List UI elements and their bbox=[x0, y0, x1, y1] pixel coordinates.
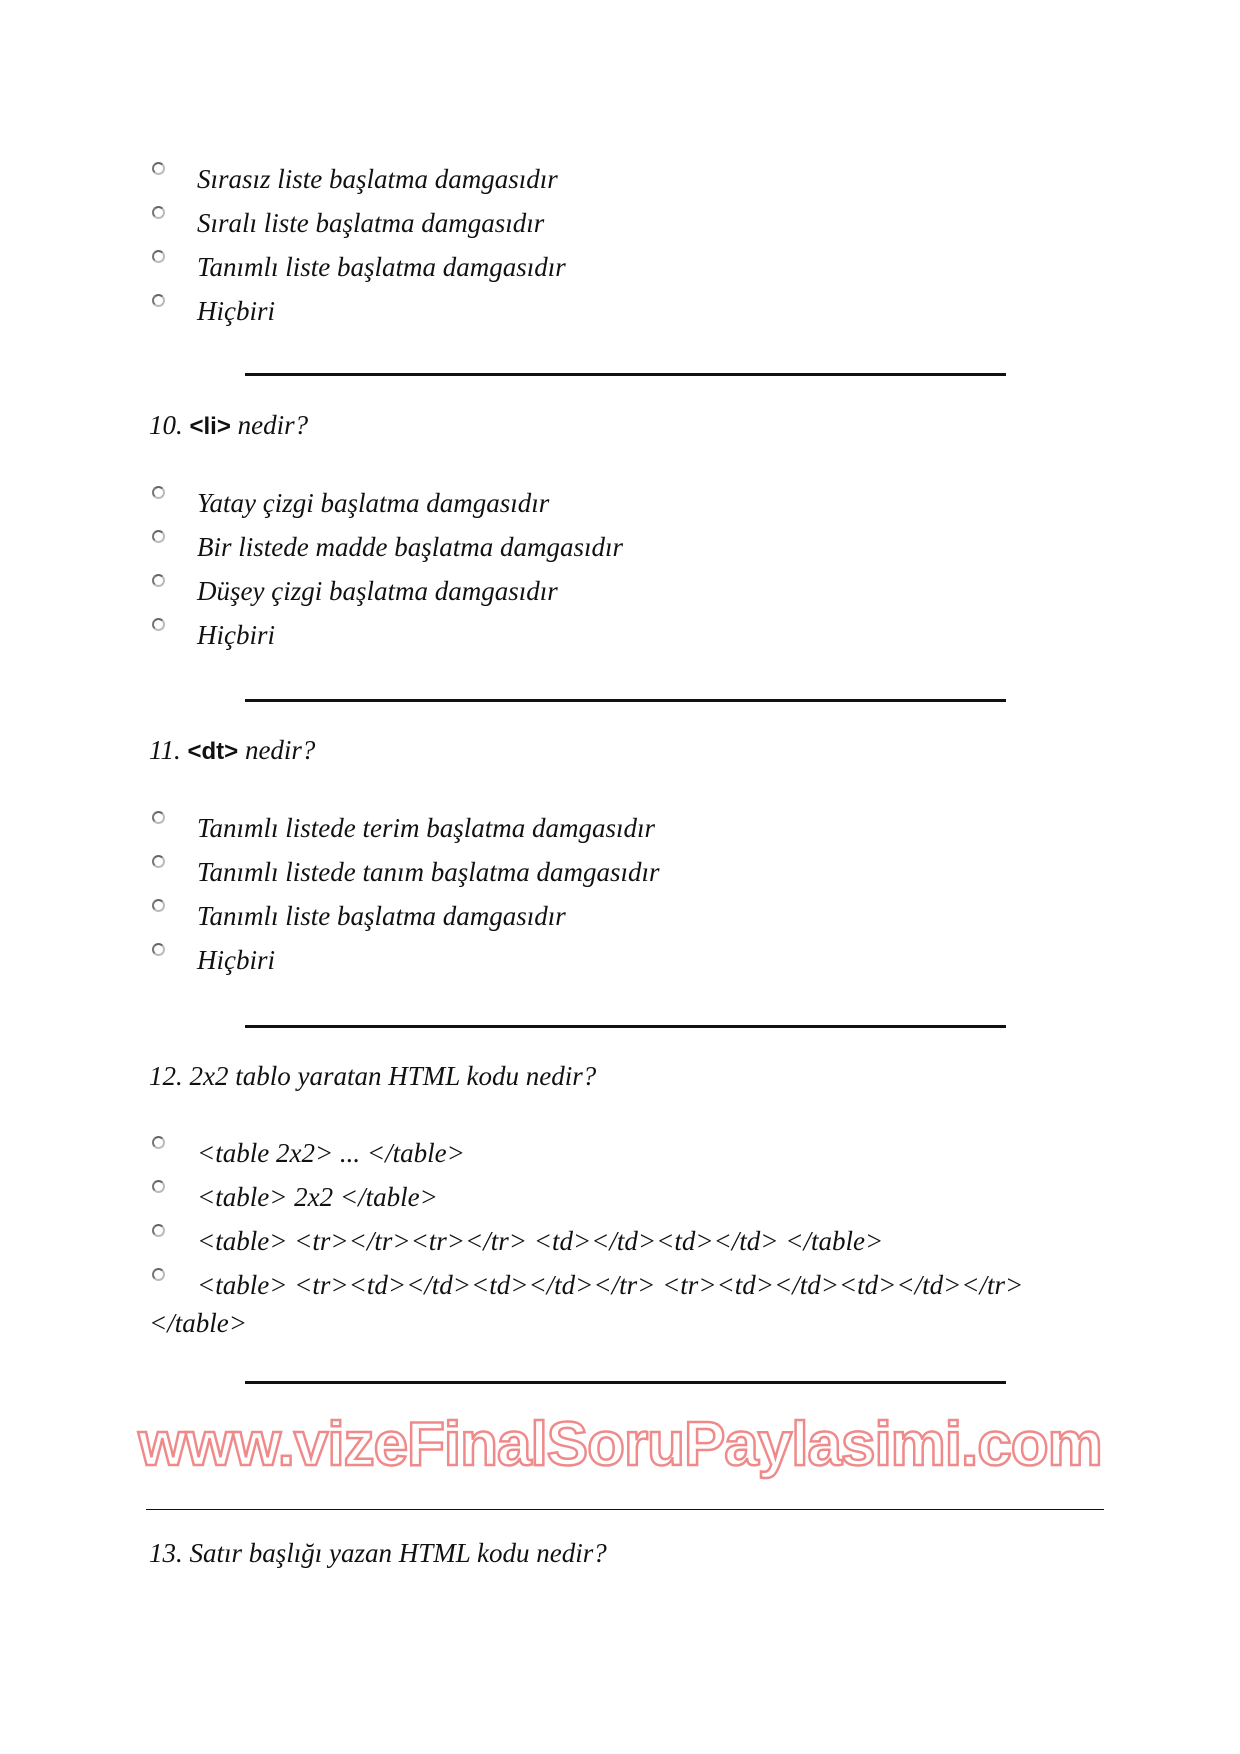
divider bbox=[245, 1381, 1006, 1384]
option-label: Hiçbiri bbox=[197, 296, 275, 326]
radio-icon[interactable] bbox=[152, 943, 165, 956]
option-label: Hiçbiri bbox=[197, 620, 275, 650]
radio-icon[interactable] bbox=[152, 811, 165, 824]
q9-option-4[interactable] bbox=[152, 296, 1152, 340]
radio-icon[interactable] bbox=[152, 899, 165, 912]
q11-option-3[interactable] bbox=[152, 901, 1152, 945]
radio-icon[interactable] bbox=[152, 855, 165, 868]
question-number: 10. bbox=[149, 410, 183, 440]
question-10 bbox=[149, 410, 308, 441]
radio-icon[interactable] bbox=[152, 486, 165, 499]
radio-icon[interactable] bbox=[152, 1268, 165, 1281]
option-continuation: </table> bbox=[149, 1308, 247, 1338]
option-label: Tanımlı liste başlatma damgasıdır bbox=[197, 901, 566, 931]
divider bbox=[245, 699, 1006, 702]
radio-icon[interactable] bbox=[152, 250, 165, 263]
q12-option-1[interactable] bbox=[152, 1138, 1152, 1182]
radio-icon[interactable] bbox=[152, 206, 165, 219]
option-label: <table> 2x2 </table> bbox=[197, 1182, 438, 1212]
option-label: Sıralı liste başlatma damgasıdır bbox=[197, 208, 545, 238]
option-label: <table> <tr><td></td><td></td></tr> <tr><td></td><td></td></tr> bbox=[197, 1270, 1024, 1300]
page-break-line bbox=[146, 1509, 1104, 1510]
option-label: Bir listede madde başlatma damgasıdır bbox=[197, 532, 623, 562]
radio-icon[interactable] bbox=[152, 574, 165, 587]
radio-icon[interactable] bbox=[152, 1180, 165, 1193]
watermark: www.vizeFinalSoruPaylasimi.com bbox=[138, 1410, 1102, 1479]
radio-icon[interactable] bbox=[152, 618, 165, 631]
option-label: Tanımlı listede tanım başlatma damgasıdır bbox=[197, 857, 660, 887]
q12-option-4[interactable] bbox=[152, 1270, 1152, 1314]
q11-option-2[interactable] bbox=[152, 857, 1152, 901]
q11-option-4[interactable] bbox=[152, 945, 1152, 989]
option-label: Düşey çizgi başlatma damgasıdır bbox=[197, 576, 558, 606]
divider bbox=[245, 1025, 1006, 1028]
option-label: <table 2x2> ... </table> bbox=[197, 1138, 465, 1168]
q10-option-3[interactable] bbox=[152, 576, 1152, 620]
question-tag: <li> bbox=[189, 413, 231, 440]
q12-option-3[interactable] bbox=[152, 1226, 1152, 1270]
q9-option-3[interactable] bbox=[152, 252, 1152, 296]
option-label: Sırasız liste başlatma damgasıdır bbox=[197, 164, 558, 194]
radio-icon[interactable] bbox=[152, 1224, 165, 1237]
question-number: 11. bbox=[149, 735, 181, 765]
option-label: Yatay çizgi başlatma damgasıdır bbox=[197, 488, 550, 518]
divider bbox=[245, 373, 1006, 376]
question-11 bbox=[149, 735, 315, 766]
option-label: <table> <tr></tr><tr></tr> <td></td><td></td> </table> bbox=[197, 1226, 884, 1256]
q10-option-2[interactable] bbox=[152, 532, 1152, 576]
question-text: nedir? bbox=[237, 410, 309, 440]
question-text: nedir? bbox=[244, 735, 316, 765]
q9-option-1[interactable] bbox=[152, 164, 1152, 208]
q10-option-4[interactable] bbox=[152, 620, 1152, 664]
option-label: Tanımlı listede terim başlatma damgasıdır bbox=[197, 813, 656, 843]
question-12: 12. 2x2 tablo yaratan HTML kodu nedir? bbox=[149, 1061, 597, 1091]
question-tag: <dt> bbox=[187, 738, 239, 765]
q12-option-2[interactable] bbox=[152, 1182, 1152, 1226]
q11-option-1[interactable] bbox=[152, 813, 1152, 857]
radio-icon[interactable] bbox=[152, 530, 165, 543]
q9-option-2[interactable] bbox=[152, 208, 1152, 252]
option-label: Hiçbiri bbox=[197, 945, 275, 975]
radio-icon[interactable] bbox=[152, 1136, 165, 1149]
radio-icon[interactable] bbox=[152, 294, 165, 307]
radio-icon[interactable] bbox=[152, 162, 165, 175]
question-13: 13. Satır başlığı yazan HTML kodu nedir? bbox=[149, 1538, 607, 1568]
option-label: Tanımlı liste başlatma damgasıdır bbox=[197, 252, 566, 282]
q10-option-1[interactable] bbox=[152, 488, 1152, 532]
